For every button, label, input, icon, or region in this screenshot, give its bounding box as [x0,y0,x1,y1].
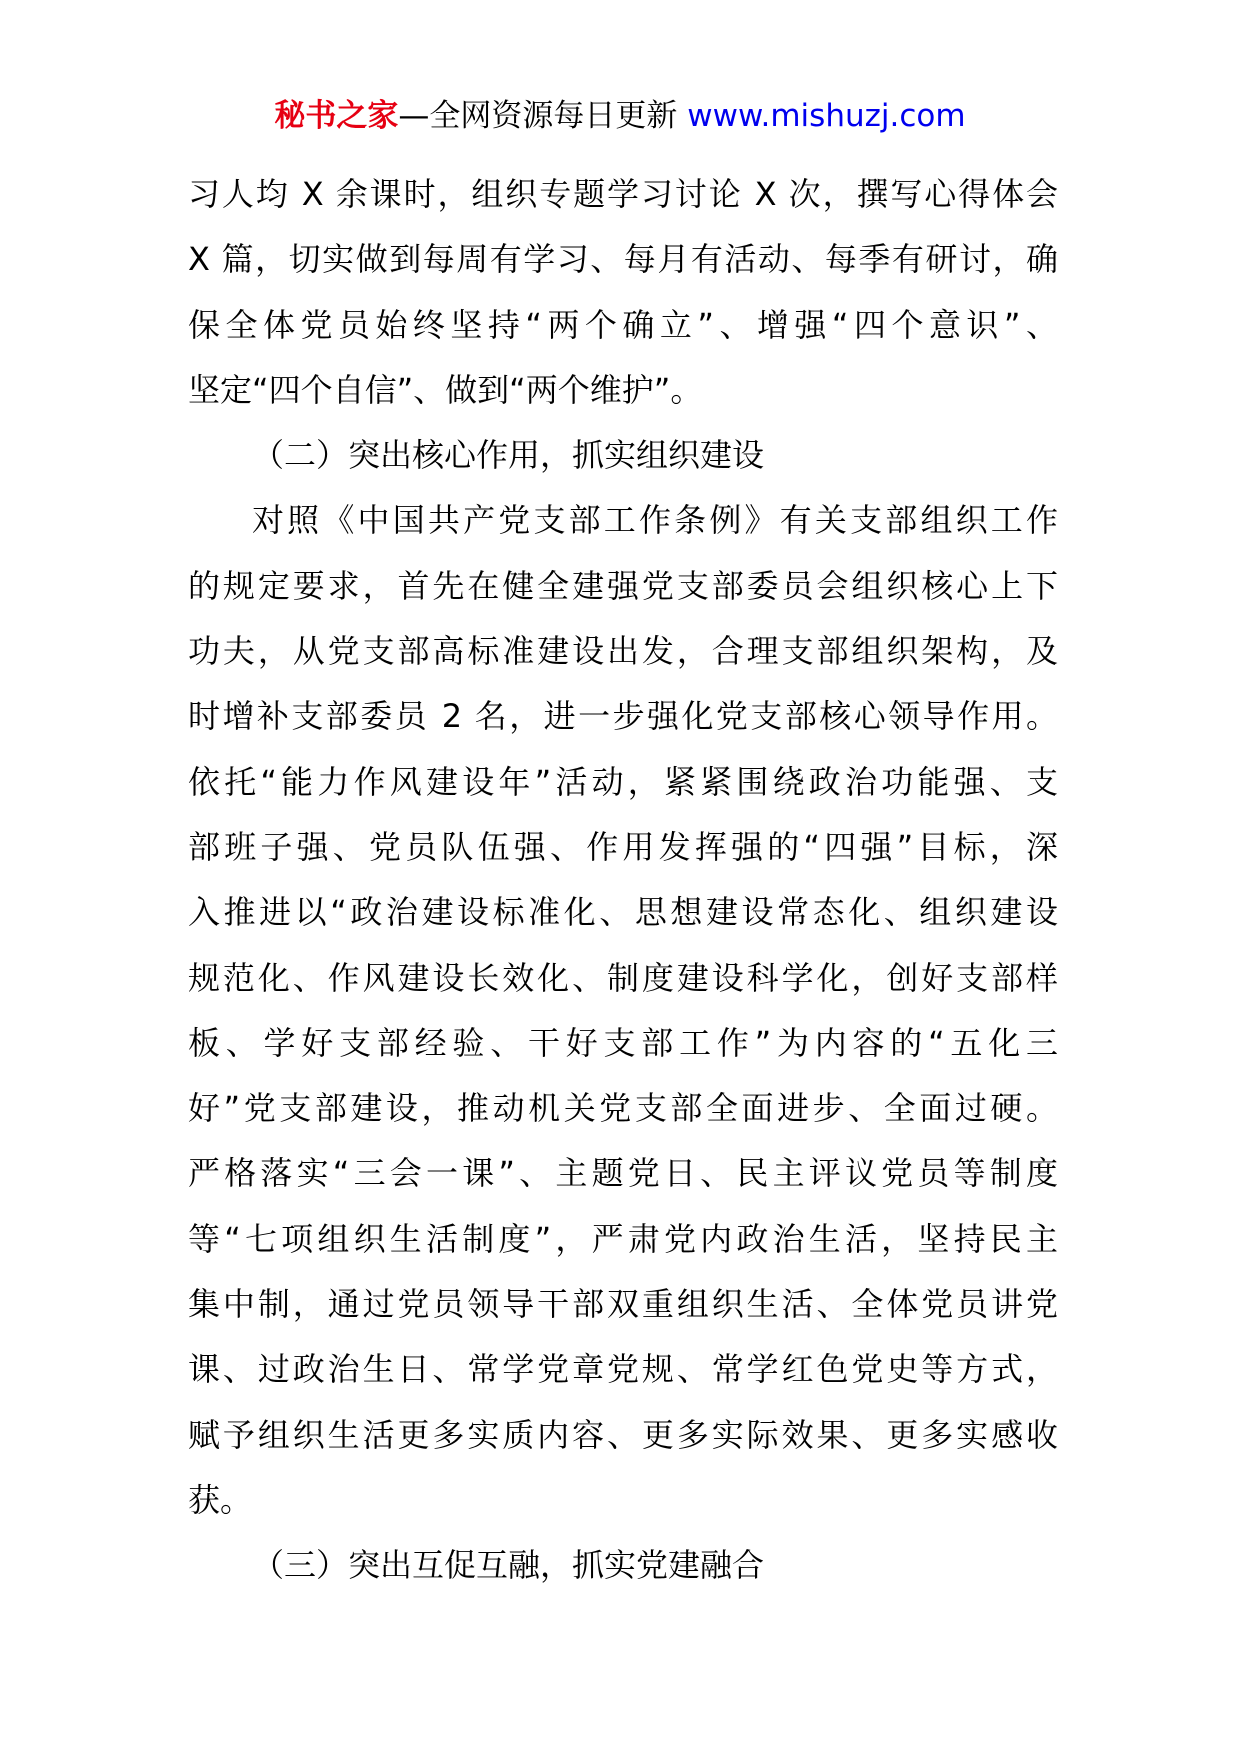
paragraph-line: 集中制，通过党员领导干部双重组织生活、全体党员讲党 [188,1285,1058,1324]
paragraph-line: 的规定要求，首先在健全建强党支部委员会组织核心上下 [188,566,1058,605]
paragraph-line: 课、过政治生日、常学党章党规、常学红色党史等方式， [188,1350,1058,1389]
paragraph-line: 严格落实“三会一课”、主题党日、民主评议党员等制度 [188,1154,1058,1193]
section-heading: （三）突出互促互融，抓实党建融合 [252,1546,765,1585]
paragraph-line: 坚定“四个自信”、做到“两个维护”。 [188,370,703,409]
paragraph-line: 板、学好支部经验、干好支部工作”为内容的“五化三 [188,1023,1058,1062]
section-heading: （二）突出核心作用，抓实组织建设 [252,436,765,475]
paragraph-line: 部班子强、党员队伍强、作用发挥强的“四强”目标，深 [188,827,1058,866]
paragraph-line: 功夫，从党支部高标准建设出发，合理支部组织架构，及 [188,632,1058,671]
site-header [0,96,1240,136]
paragraph-line: X 篇，切实做到每周有学习、每月有活动、每季有研讨，确 [188,240,1058,279]
paragraph-line: 习人均 X 余课时，组织专题学习讨论 X 次，撰写心得体会 [188,175,1058,213]
brand-name: 秘书之家 [274,98,399,134]
paragraph-line: 赋予组织生活更多实质内容、更多实际效果、更多实感收 [188,1415,1058,1454]
paragraph-line: 入推进以“政治建设标准化、思想建设常态化、组织建设 [188,893,1058,932]
site-url-link[interactable]: www.mishuzj.com [687,98,966,134]
paragraph-line: 获。 [188,1480,253,1519]
paragraph-line: 好”党支部建设，推动机关党支部全面进步、全面过硬。 [188,1089,1058,1128]
document-body [188,162,1058,1599]
paragraph-line: 保全体党员始终坚持“两个确立”、增强“四个意识”、 [188,305,1058,344]
paragraph-line: 依托“能力作风建设年”活动，紧紧围绕政治功能强、支 [188,762,1058,801]
paragraph-line: 等“七项组织生活制度”，严肃党内政治生活，坚持民主 [188,1219,1058,1258]
header-tagline: —全网资源每日更新 [398,98,688,134]
paragraph-line: 时增补支部委员 2 名，进一步强化党支部核心领导作用。 [188,697,1058,736]
paragraph-line: 对照《中国共产党支部工作条例》有关支部组织工作 [252,501,1058,540]
paragraph-line: 规范化、作风建设长效化、制度建设科学化，创好支部样 [188,958,1058,997]
